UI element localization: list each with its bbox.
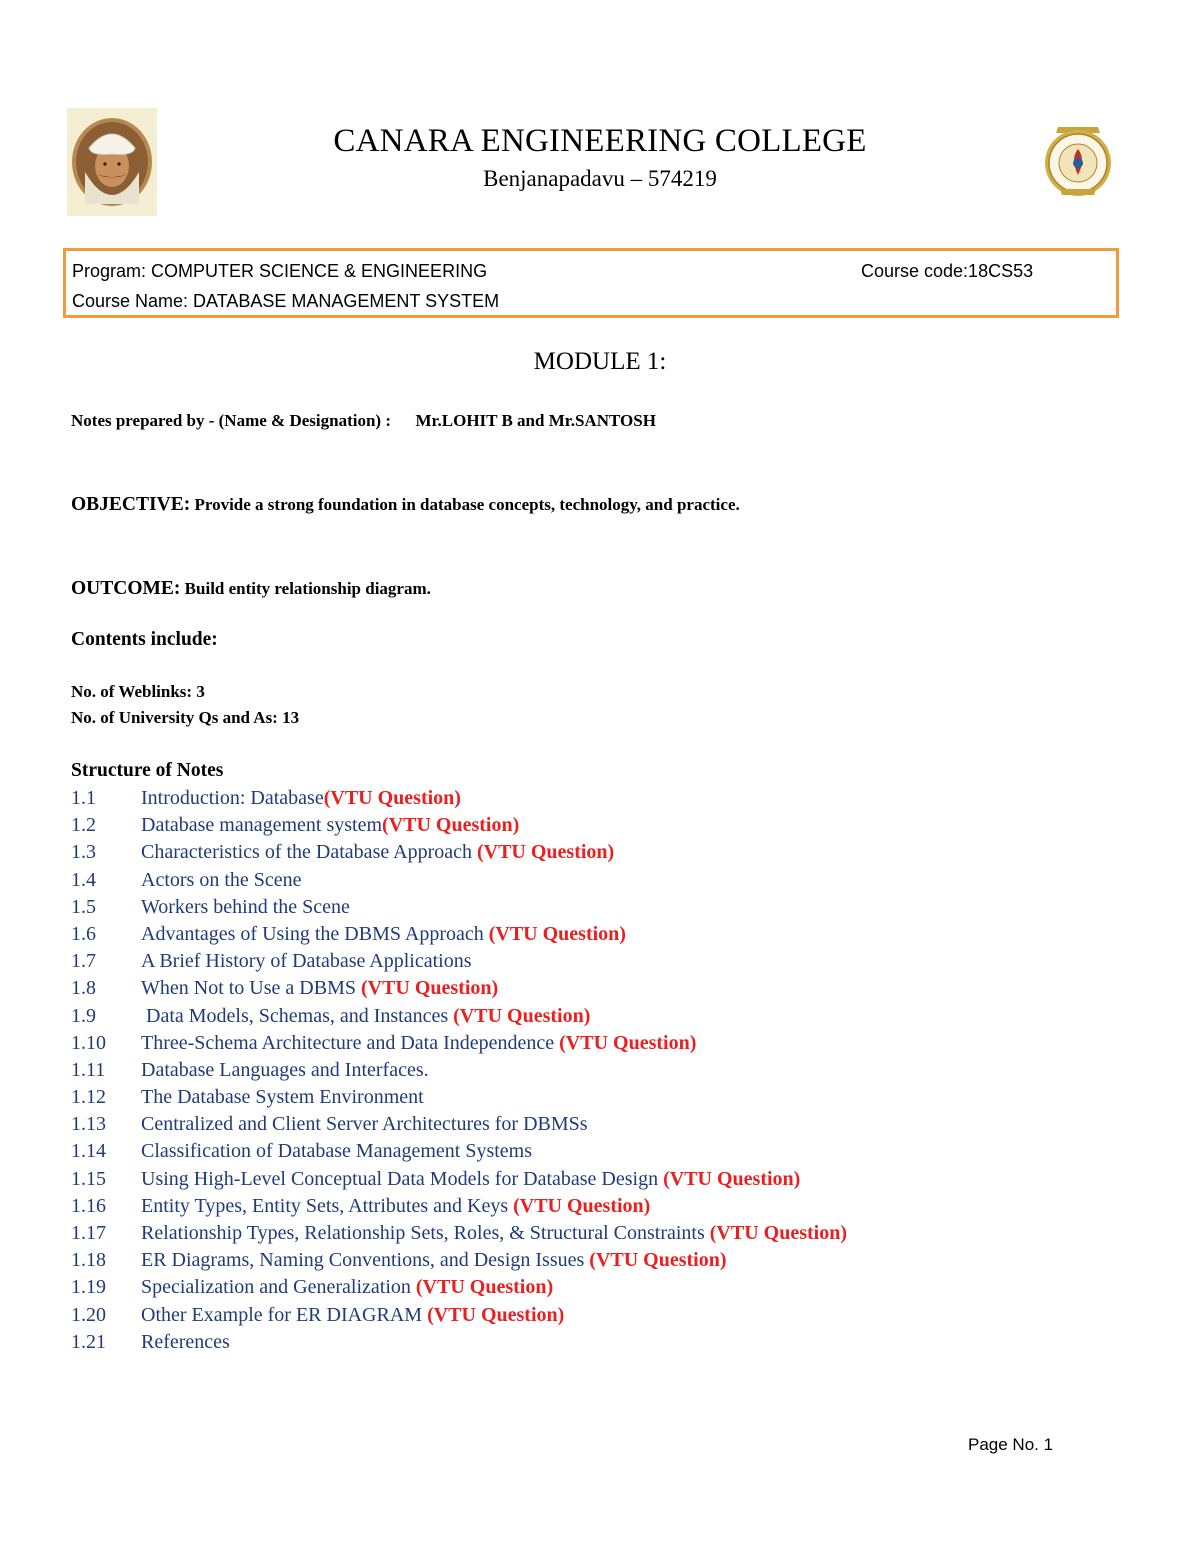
toc-item-number: 1.11 bbox=[71, 1058, 106, 1081]
toc-item-title: Workers behind the Scene bbox=[141, 895, 350, 918]
toc-item bbox=[71, 1195, 1071, 1222]
vtu-question-tag: (VTU Question) bbox=[453, 1004, 591, 1027]
toc-item-title-wrap bbox=[141, 841, 614, 863]
toc-item-title: Centralized and Client Server Architectures for DBMSs bbox=[141, 1113, 588, 1136]
vtu-question-tag: (VTU Question) bbox=[382, 814, 520, 837]
course-code: Course code:18CS53 bbox=[861, 261, 1034, 281]
toc-item bbox=[71, 1140, 1071, 1167]
toc-item-title-wrap bbox=[141, 1059, 429, 1081]
toc-item-number: 1.12 bbox=[71, 1086, 106, 1109]
toc-item-title: When Not to Use a DBMS bbox=[141, 977, 361, 1000]
objective-text: Provide a strong foundation in database concepts, technology, and practice. bbox=[194, 495, 740, 514]
page-number: Page No. 1 bbox=[968, 1435, 1054, 1454]
toc-item-number: 1.7 bbox=[71, 950, 96, 973]
objective-line bbox=[71, 494, 740, 516]
toc-item bbox=[71, 950, 1071, 977]
toc-item-title: Classification of Database Management Systems bbox=[141, 1140, 533, 1163]
toc-item bbox=[71, 977, 1071, 1004]
vtu-question-tag: (VTU Question) bbox=[709, 1222, 847, 1244]
vtu-question-tag: (VTU Question) bbox=[513, 1194, 651, 1217]
outcome-text: Build entity relationship diagram. bbox=[184, 579, 431, 598]
notes-prepared-label: Notes prepared by - (Name & Designation) : bbox=[71, 411, 391, 430]
toc-item-number: 1.18 bbox=[71, 1249, 106, 1272]
vtu-question-tag: (VTU Question) bbox=[559, 1031, 697, 1054]
toc-item-title: Other Example for ER DIAGRAM bbox=[141, 1303, 428, 1326]
toc-item bbox=[71, 896, 1071, 923]
toc-item-title-wrap bbox=[141, 1005, 590, 1027]
course-name: Course Name: DATABASE MANAGEMENT SYSTEM bbox=[72, 291, 500, 311]
vtu-question-tag: (VTU Question) bbox=[476, 841, 615, 864]
toc-item bbox=[71, 1276, 1071, 1303]
toc-item-title: Introduction: Database bbox=[141, 787, 324, 809]
toc-item-title-wrap bbox=[141, 869, 302, 891]
toc-item-title-wrap bbox=[141, 1276, 553, 1298]
toc-item bbox=[71, 1331, 1071, 1358]
toc-item-title-wrap bbox=[141, 950, 472, 972]
toc-item-title-wrap bbox=[141, 1140, 532, 1162]
toc-item-title: Three-Schema Architecture and Data Independence bbox=[141, 1031, 560, 1054]
toc-item-title-wrap bbox=[141, 1222, 847, 1244]
outcome-line bbox=[71, 578, 431, 600]
toc-item-number: 1.2 bbox=[71, 814, 96, 837]
toc-item-title-wrap bbox=[141, 1032, 696, 1054]
structure-heading: Structure of Notes bbox=[71, 760, 224, 781]
toc-item-number: 1.5 bbox=[71, 895, 96, 918]
toc-item bbox=[71, 1059, 1071, 1086]
toc-item bbox=[71, 1249, 1071, 1276]
toc-item-title: A Brief History of Database Applications bbox=[141, 950, 472, 973]
toc-item-title: The Database System Environment bbox=[141, 1086, 424, 1109]
program-label: Program: COMPUTER SCIENCE & ENGINEERING bbox=[72, 261, 488, 281]
toc-item-title: Database management system bbox=[141, 814, 383, 837]
toc-item-title-wrap bbox=[141, 814, 519, 836]
toc-item bbox=[71, 814, 1071, 841]
vtu-question-tag: (VTU Question) bbox=[415, 1276, 554, 1299]
university-qs-count: No. of University Qs and As: 13 bbox=[71, 708, 300, 727]
toc-item-number: 1.19 bbox=[71, 1276, 106, 1299]
outcome-label: OUTCOME: bbox=[71, 578, 181, 599]
toc-item-title: Characteristics of the Database Approach bbox=[141, 841, 477, 864]
weblinks-count: No. of Weblinks: 3 bbox=[71, 682, 205, 701]
toc-item bbox=[71, 1168, 1071, 1195]
toc-item-number: 1.1 bbox=[71, 787, 96, 809]
toc-item-title-wrap bbox=[141, 1086, 424, 1108]
toc-item-title: References bbox=[141, 1330, 230, 1353]
vtu-question-tag: (VTU Question) bbox=[360, 977, 499, 1000]
toc-item-number: 1.14 bbox=[71, 1140, 106, 1163]
toc-item bbox=[71, 1086, 1071, 1113]
toc-item-number: 1.10 bbox=[71, 1031, 106, 1054]
toc-item-number: 1.17 bbox=[71, 1222, 106, 1244]
vtu-question-tag: (VTU Question) bbox=[589, 1249, 727, 1272]
toc-item-title-wrap bbox=[141, 977, 498, 999]
toc-item-number: 1.3 bbox=[71, 841, 96, 864]
structure-of-notes-list bbox=[71, 787, 1071, 1358]
toc-item-number: 1.8 bbox=[71, 977, 96, 1000]
toc-item-title-wrap bbox=[141, 1331, 230, 1353]
toc-item-title-wrap bbox=[141, 1249, 727, 1271]
program-info-box bbox=[63, 248, 1119, 318]
toc-item bbox=[71, 869, 1071, 896]
toc-item-title: Advantages of Using the DBMS Approach bbox=[141, 922, 489, 945]
college-address: Benjanapadavu – 574219 bbox=[483, 166, 717, 191]
toc-item bbox=[71, 1113, 1071, 1140]
toc-item-number: 1.16 bbox=[71, 1194, 106, 1217]
contents-heading: Contents include: bbox=[71, 629, 218, 650]
toc-item-number: 1.20 bbox=[71, 1303, 106, 1326]
toc-item bbox=[71, 787, 1071, 814]
vtu-question-tag: (VTU Question) bbox=[488, 922, 626, 945]
toc-item-title-wrap bbox=[141, 1304, 564, 1326]
toc-item-title-wrap bbox=[141, 1168, 800, 1190]
toc-item-number: 1.9 bbox=[71, 1004, 96, 1027]
toc-item-number: 1.6 bbox=[71, 922, 96, 945]
objective-label: OBJECTIVE: bbox=[71, 494, 191, 515]
college-name: CANARA ENGINEERING COLLEGE bbox=[333, 123, 867, 159]
toc-item-title-wrap bbox=[141, 896, 350, 918]
toc-item bbox=[71, 1222, 1071, 1249]
toc-item bbox=[71, 1304, 1071, 1331]
toc-item bbox=[71, 923, 1071, 950]
toc-item-title: Using High-Level Conceptual Data Models for Database Design bbox=[141, 1167, 664, 1190]
module-title: MODULE 1: bbox=[533, 348, 667, 375]
toc-item-title: Database Languages and Interfaces. bbox=[141, 1058, 429, 1081]
toc-item bbox=[71, 1032, 1071, 1059]
toc-item-title-wrap bbox=[141, 787, 461, 809]
vtu-question-tag: (VTU Question) bbox=[427, 1303, 565, 1326]
toc-item-number: 1.15 bbox=[71, 1167, 106, 1190]
toc-item-title: Entity Types, Entity Sets, Attributes and Keys bbox=[141, 1194, 514, 1217]
toc-item-number: 1.4 bbox=[71, 868, 96, 891]
toc-item-title-wrap bbox=[141, 1113, 588, 1135]
toc-item-title-wrap bbox=[141, 1195, 650, 1217]
notes-prepared-names: Mr.LOHIT B and Mr.SANTOSH bbox=[415, 411, 656, 430]
toc-item-title: ER Diagrams, Naming Conventions, and Design Issues bbox=[141, 1249, 590, 1272]
toc-item-title: Actors on the Scene bbox=[141, 868, 302, 891]
toc-item-title: Data Models, Schemas, and Instances bbox=[141, 1004, 454, 1027]
vtu-question-tag: (VTU Question) bbox=[663, 1167, 801, 1190]
toc-item-title: Specialization and Generalization bbox=[141, 1276, 416, 1299]
toc-item-title-wrap bbox=[141, 923, 626, 945]
notes-prepared-line bbox=[71, 410, 656, 432]
toc-item-title: Relationship Types, Relationship Sets, Roles, & Structural Constraints bbox=[141, 1222, 710, 1244]
toc-item bbox=[71, 1005, 1071, 1032]
toc-item-number: 1.21 bbox=[71, 1330, 106, 1353]
vtu-question-tag: (VTU Question) bbox=[323, 787, 461, 809]
toc-item bbox=[71, 841, 1071, 868]
toc-item-number: 1.13 bbox=[71, 1113, 106, 1136]
